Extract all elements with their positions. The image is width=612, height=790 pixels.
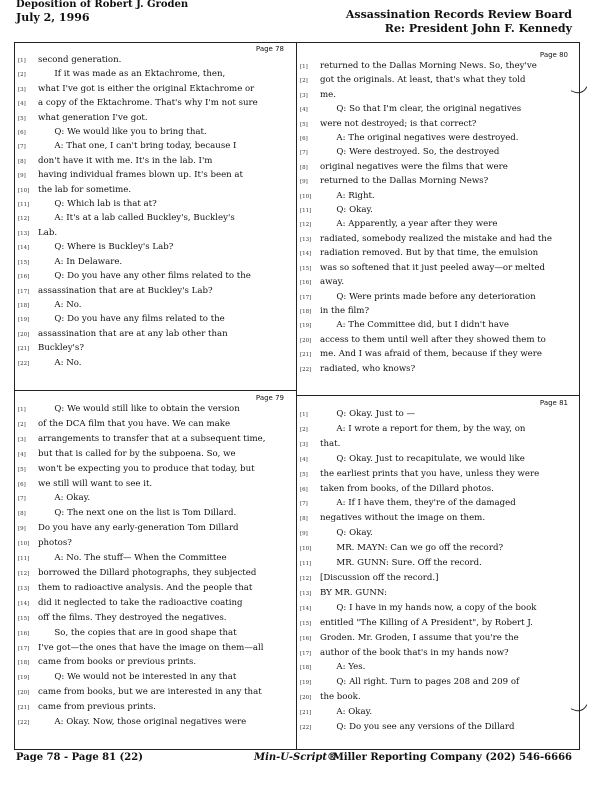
- line-text: radiated, who knows?: [320, 363, 416, 374]
- line-text: A: No.: [38, 299, 82, 310]
- transcript-line: [18, 212, 294, 226]
- transcript-line: [18, 126, 294, 140]
- line-text: A: In Delaware.: [38, 256, 123, 267]
- line-number: [19]: [18, 317, 30, 324]
- line-text: we still will want to see it.: [38, 478, 153, 489]
- line-number: [18]: [18, 660, 30, 667]
- line-number: [7]: [300, 150, 308, 157]
- transcript-line: [18, 285, 294, 299]
- transcript-line: [300, 542, 578, 557]
- transcript-line: [18, 140, 294, 154]
- transcript-line: [300, 512, 578, 527]
- line-text: radiated, somebody realized the mistake and had the: [320, 233, 552, 244]
- transcript-line: [300, 60, 578, 74]
- line-text: A: No.: [38, 357, 82, 368]
- line-number: [3]: [300, 441, 308, 448]
- transcript-line: [300, 557, 578, 572]
- line-text: a copy of the Ektachrome. That's why I'm not sure: [38, 98, 258, 109]
- transcript-line: [18, 184, 294, 198]
- line-number: [21]: [300, 352, 312, 359]
- line-number: [17]: [18, 288, 30, 295]
- line-number: [19]: [18, 675, 30, 682]
- line-number: [17]: [18, 645, 30, 652]
- transcript-line: [18, 642, 294, 657]
- transcript-line: [18, 567, 294, 582]
- line-number: [2]: [300, 426, 308, 433]
- footer-page-range: Page 78 - Page 81 (22): [16, 752, 143, 763]
- transcript-line: [300, 527, 578, 542]
- line-text: Groden. Mr. Groden, I assume that you're the: [320, 632, 519, 643]
- line-text: second generation.: [38, 55, 122, 65]
- line-text: Q: Were destroyed. So, the destroyed: [320, 147, 500, 158]
- line-number: [20]: [300, 695, 312, 702]
- line-number: [20]: [18, 690, 30, 697]
- transcript-line: [300, 587, 578, 602]
- transcript-line: [300, 118, 578, 132]
- page-number: Page 81: [539, 399, 568, 407]
- line-number: [2]: [300, 78, 308, 85]
- transcript-line: [300, 676, 578, 691]
- line-text: Q: We would like you to bring that.: [38, 127, 207, 138]
- line-text: assassination that are at Buckley's Lab?: [38, 285, 213, 296]
- line-text: were not destroyed; is that correct?: [320, 118, 477, 129]
- transcript-line: [18, 433, 294, 448]
- transcript-line: [300, 572, 578, 587]
- line-text: access to them until well after they showed them to: [320, 334, 546, 345]
- board-header: [346, 8, 572, 36]
- transcript-line: [300, 363, 578, 377]
- transcript-line: [18, 716, 294, 731]
- transcript-page-81: [300, 398, 578, 736]
- transcript-line: [300, 497, 578, 512]
- page-number: Page 79: [255, 394, 284, 402]
- deposition-header: [16, 0, 276, 25]
- line-text: Q: Okay.: [320, 528, 373, 539]
- line-text: A: Okay. Now, those original negatives were: [38, 717, 247, 728]
- line-text: came from books or previous prints.: [38, 657, 197, 668]
- line-text: off the films. They destroyed the negatives.: [38, 612, 227, 623]
- line-number: [4]: [300, 456, 308, 463]
- transcript-line: [300, 408, 578, 423]
- line-text: returned to the Dallas Morning News?: [320, 176, 489, 187]
- line-number: [1]: [300, 64, 308, 70]
- line-text: assassination that are at any lab other than: [38, 328, 228, 339]
- line-text: Q: The next one on the list is Tom Dillard.: [38, 508, 237, 519]
- line-text: Q: All right. Turn to pages 208 and 209 of: [320, 677, 520, 688]
- line-number: [9]: [18, 526, 26, 533]
- transcript-line: [18, 112, 294, 126]
- transcript-line: [300, 453, 578, 468]
- transcript-line: [300, 438, 578, 453]
- line-text: Q: Okay. Just to —: [320, 409, 416, 419]
- transcript-line: [18, 627, 294, 642]
- board-name: Assassination Records Review Board: [345, 8, 572, 21]
- line-number: [9]: [18, 173, 26, 180]
- transcript-line: [18, 522, 294, 537]
- line-text: A: The Committee did, but I didn't have: [320, 320, 509, 331]
- line-number: [6]: [18, 130, 26, 137]
- line-text: Q: Do you have any other films related to the: [38, 271, 251, 282]
- line-number: [22]: [18, 720, 30, 727]
- line-text: photos?: [38, 538, 72, 549]
- line-number: [12]: [300, 222, 312, 229]
- line-number: [13]: [18, 230, 30, 237]
- transcript-line: [18, 342, 294, 356]
- line-number: [10]: [18, 541, 30, 548]
- transcript-line: [300, 89, 578, 103]
- line-text: me.: [320, 89, 336, 100]
- line-number: [12]: [18, 570, 30, 577]
- deposition-title: Deposition of Robert J. Groden: [16, 0, 189, 10]
- line-number: [6]: [300, 136, 308, 143]
- line-text: radiation removed. But by that time, the emulsion: [320, 248, 539, 259]
- line-number: [3]: [300, 92, 308, 99]
- line-number: [14]: [300, 605, 312, 612]
- line-number: [7]: [18, 144, 26, 151]
- line-text: entitled "The Killing of A President", by Robert J.: [320, 617, 533, 628]
- transcript-line: [18, 701, 294, 716]
- line-text: Q: Okay. Just to recapitulate, we would like: [320, 453, 525, 464]
- line-number: [15]: [300, 620, 312, 627]
- line-text: Q: Which lab is that at?: [38, 199, 157, 210]
- transcript-line: [18, 403, 294, 418]
- transcript-line: [18, 671, 294, 686]
- transcript-line: [300, 661, 578, 676]
- transcript-line: [18, 492, 294, 507]
- line-number: [12]: [18, 216, 30, 223]
- transcript-line: [18, 155, 294, 169]
- line-text: I've got—the ones that have the image on them—all: [38, 642, 264, 653]
- line-text: borrowed the Dillard photographs, they subjected: [38, 567, 257, 578]
- transcript-line: [18, 552, 294, 567]
- transcript-line: [18, 313, 294, 327]
- transcript-line: [300, 74, 578, 88]
- line-number: [6]: [300, 486, 308, 493]
- deposition-date: July 2, 1996: [16, 11, 90, 24]
- line-number: [16]: [300, 280, 312, 287]
- line-text: If it was made as an Ektachrome, then,: [38, 69, 226, 80]
- line-number: [11]: [300, 561, 312, 568]
- line-text: A: Apparently, a year after they were: [320, 219, 498, 230]
- transcript-page-79: [18, 393, 294, 731]
- transcript-line: [18, 478, 294, 493]
- transcript-line: [300, 132, 578, 146]
- line-text: me. And I was afraid of them, because if they were: [320, 349, 542, 360]
- transcript-line: [18, 328, 294, 342]
- line-text: A: It's at a lab called Buckley's, Buckley's: [38, 213, 235, 224]
- line-text: Buckley's?: [38, 343, 84, 354]
- line-text: original negatives were the films that were: [320, 161, 508, 172]
- transcript-line: [18, 241, 294, 255]
- line-text: A: Okay.: [38, 493, 91, 504]
- transcript-line: [18, 507, 294, 522]
- line-text: came from books, but we are interested in any that: [38, 687, 262, 698]
- line-number: [20]: [300, 337, 312, 344]
- transcript-page-78: [18, 44, 294, 371]
- line-number: [21]: [300, 710, 312, 717]
- line-number: [6]: [18, 481, 26, 488]
- transcript-line: [300, 161, 578, 175]
- transcript-line: [300, 291, 578, 305]
- transcript-line: [18, 198, 294, 212]
- line-text: So, the copies that are in good shape that: [38, 627, 237, 638]
- transcript-line: [300, 247, 578, 261]
- line-text: in the film?: [320, 305, 370, 316]
- left-page-divider: [14, 390, 296, 391]
- line-number: [7]: [300, 501, 308, 508]
- transcript-line: [300, 334, 578, 348]
- line-number: [5]: [300, 121, 308, 128]
- page-footer: [16, 752, 580, 766]
- line-text: them to radioactive analysis. And the people that: [38, 582, 253, 593]
- line-text: did it neglected to take the radioactive coating: [38, 597, 243, 608]
- transcript-line: [18, 686, 294, 701]
- line-number: [5]: [300, 471, 308, 478]
- line-text: came from previous prints.: [38, 702, 156, 713]
- transcript-line: [18, 68, 294, 82]
- line-text: what generation I've got.: [38, 112, 148, 123]
- line-number: [18]: [300, 308, 312, 315]
- line-text: A: Yes.: [320, 662, 366, 673]
- line-text: the lab for sometime.: [38, 184, 132, 195]
- line-text: BY MR. GUNN:: [320, 587, 388, 598]
- line-text: A: No. The stuff— When the Committee: [38, 553, 227, 564]
- line-number: [17]: [300, 650, 312, 657]
- line-text: Q: Okay.: [320, 205, 373, 216]
- transcript-line: [300, 305, 578, 319]
- line-number: [22]: [18, 360, 30, 367]
- case-subject: Re: President John F. Kennedy: [384, 22, 572, 35]
- line-text: don't have it with me. It's in the lab. I'm: [38, 155, 213, 166]
- transcript-line: [18, 463, 294, 478]
- line-number: [15]: [18, 259, 30, 266]
- line-number: [21]: [18, 705, 30, 712]
- line-text: [Discussion off the record.]: [320, 572, 439, 583]
- line-number: [2]: [18, 72, 26, 79]
- line-text: A: Okay.: [320, 707, 373, 718]
- line-number: [11]: [18, 556, 30, 563]
- transcript-line: [18, 270, 294, 284]
- transcript-line: [18, 537, 294, 552]
- transcript-line: [300, 423, 578, 438]
- line-text: Q: Do you have any films related to the: [38, 314, 225, 325]
- line-number: [19]: [300, 680, 312, 687]
- line-text: but that is called for by the subpoena. So, we: [38, 448, 236, 459]
- line-number: [5]: [18, 466, 26, 473]
- line-number: [8]: [300, 164, 308, 171]
- right-page-divider: [296, 395, 580, 396]
- transcript-line: [18, 54, 294, 68]
- line-number: [10]: [300, 193, 312, 200]
- transcript-line: [18, 97, 294, 111]
- line-number: [1]: [18, 407, 26, 413]
- line-text: the book.: [320, 692, 361, 703]
- line-text: the earliest prints that you have, unless they were: [320, 468, 540, 479]
- line-number: [11]: [18, 202, 30, 209]
- transcript-line: [300, 103, 578, 117]
- transcript-line: [300, 218, 578, 232]
- line-text: A: I wrote a report for them, by the way, on: [320, 423, 526, 434]
- transcript-page-80: [300, 50, 578, 377]
- column-divider: [296, 42, 297, 750]
- transcript-line: [300, 647, 578, 662]
- transcript-line: [300, 262, 578, 276]
- line-text: away.: [320, 277, 345, 288]
- transcript-line: [300, 632, 578, 647]
- line-number: [16]: [300, 635, 312, 642]
- line-number: [4]: [18, 101, 26, 108]
- line-text: MR. GUNN: Sure. Off the record.: [320, 558, 482, 569]
- line-text: A: That one, I can't bring today, because I: [38, 141, 237, 152]
- line-text: that.: [320, 438, 341, 449]
- transcript-line: [300, 233, 578, 247]
- line-number: [16]: [18, 630, 30, 637]
- line-text: Q: Where is Buckley's Lab?: [38, 242, 174, 253]
- line-number: [13]: [300, 590, 312, 597]
- page-number: Page 78: [255, 45, 284, 53]
- line-number: [14]: [300, 251, 312, 258]
- line-text: MR. MAYN: Can we go off the record?: [320, 543, 504, 554]
- line-number: [10]: [300, 546, 312, 553]
- transcript-line: [18, 612, 294, 627]
- transcript-line: [300, 602, 578, 617]
- transcript-line: [18, 299, 294, 313]
- transcript-line: [18, 357, 294, 371]
- line-number: [22]: [300, 366, 312, 373]
- footer-company: Miller Reporting Company (202) 546-6666: [332, 752, 572, 763]
- transcript-line: [18, 597, 294, 612]
- line-text: having individual frames blown up. It's been at: [38, 170, 244, 181]
- line-number: [17]: [300, 294, 312, 301]
- line-number: [10]: [18, 187, 30, 194]
- line-text: arrangements to transfer that at a subsequent time,: [38, 433, 266, 444]
- line-number: [20]: [18, 331, 30, 338]
- line-text: negatives without the image on them.: [320, 513, 486, 524]
- transcript-line: [18, 418, 294, 433]
- line-number: [8]: [18, 158, 26, 165]
- line-text: Q: Do you see any versions of the Dillard: [320, 722, 515, 733]
- line-number: [7]: [18, 496, 26, 503]
- line-text: got the originals. At least, that's what they told: [320, 75, 526, 86]
- transcript-line: [300, 468, 578, 483]
- line-number: [5]: [18, 115, 26, 122]
- line-number: [16]: [18, 274, 30, 281]
- transcript-line: [300, 204, 578, 218]
- transcript-line: [18, 448, 294, 463]
- line-number: [4]: [300, 107, 308, 114]
- line-text: Q: We would not be interested in any that: [38, 672, 237, 683]
- page-number: Page 80: [539, 51, 568, 59]
- line-number: [14]: [18, 600, 30, 607]
- line-text: A: The original negatives were destroyed.: [320, 133, 519, 144]
- line-number: [1]: [18, 58, 26, 64]
- transcript-line: [300, 190, 578, 204]
- line-number: [11]: [300, 208, 312, 215]
- transcript-line: [18, 169, 294, 183]
- line-text: Q: I have in my hands now, a copy of the book: [320, 602, 537, 613]
- transcript-line: [300, 691, 578, 706]
- line-text: of the DCA film that you have. We can make: [38, 418, 231, 429]
- line-number: [15]: [300, 265, 312, 272]
- transcript-line: [300, 483, 578, 498]
- line-number: [18]: [300, 665, 312, 672]
- transcript-line: [18, 656, 294, 671]
- transcript-line: [18, 83, 294, 97]
- line-number: [1]: [300, 412, 308, 418]
- line-text: Do you have any early-generation Tom Dillard: [38, 523, 239, 534]
- line-text: taken from books, of the Dillard photos.: [320, 483, 494, 494]
- line-number: [9]: [300, 179, 308, 186]
- line-text: was so softened that it just peeled away—or melted: [320, 262, 545, 273]
- line-text: A: If I have them, they're of the damaged: [320, 498, 516, 509]
- line-text: Q: We would still like to obtain the version: [38, 404, 240, 414]
- transcript-line: [300, 146, 578, 160]
- line-number: [12]: [300, 575, 312, 582]
- line-number: [2]: [18, 421, 26, 428]
- transcript-line: [300, 348, 578, 362]
- line-number: [18]: [18, 302, 30, 309]
- transcript-line: [300, 721, 578, 736]
- line-text: won't be expecting you to produce that today, but: [38, 463, 255, 474]
- line-number: [8]: [18, 511, 26, 518]
- line-number: [4]: [18, 451, 26, 458]
- line-number: [13]: [300, 236, 312, 243]
- line-number: [13]: [18, 585, 30, 592]
- line-number: [9]: [300, 531, 308, 538]
- line-text: Q: So that I'm clear, the original negatives: [320, 104, 522, 115]
- line-text: returned to the Dallas Morning News. So, they've: [320, 61, 537, 71]
- line-number: [21]: [18, 346, 30, 353]
- footer-product: Min-U-Script®: [254, 752, 337, 763]
- transcript-line: [18, 227, 294, 241]
- line-text: A: Right.: [320, 190, 375, 201]
- transcript-line: [300, 617, 578, 632]
- line-text: what I've got is either the original Ektachrome or: [38, 83, 255, 94]
- line-text: author of the book that's in my hands now?: [320, 647, 509, 658]
- line-number: [15]: [18, 615, 30, 622]
- line-number: [14]: [18, 245, 30, 252]
- transcript-line: [300, 175, 578, 189]
- transcript-line: [300, 319, 578, 333]
- line-number: [22]: [300, 725, 312, 732]
- transcript-line: [300, 276, 578, 290]
- line-text: Q: Were prints made before any deterioration: [320, 291, 536, 302]
- transcript-line: [300, 706, 578, 721]
- transcript-line: [18, 582, 294, 597]
- line-number: [3]: [18, 86, 26, 93]
- line-number: [19]: [300, 323, 312, 330]
- line-text: Lab.: [38, 227, 58, 238]
- line-number: [8]: [300, 516, 308, 523]
- transcript-line: [18, 256, 294, 270]
- line-number: [3]: [18, 436, 26, 443]
